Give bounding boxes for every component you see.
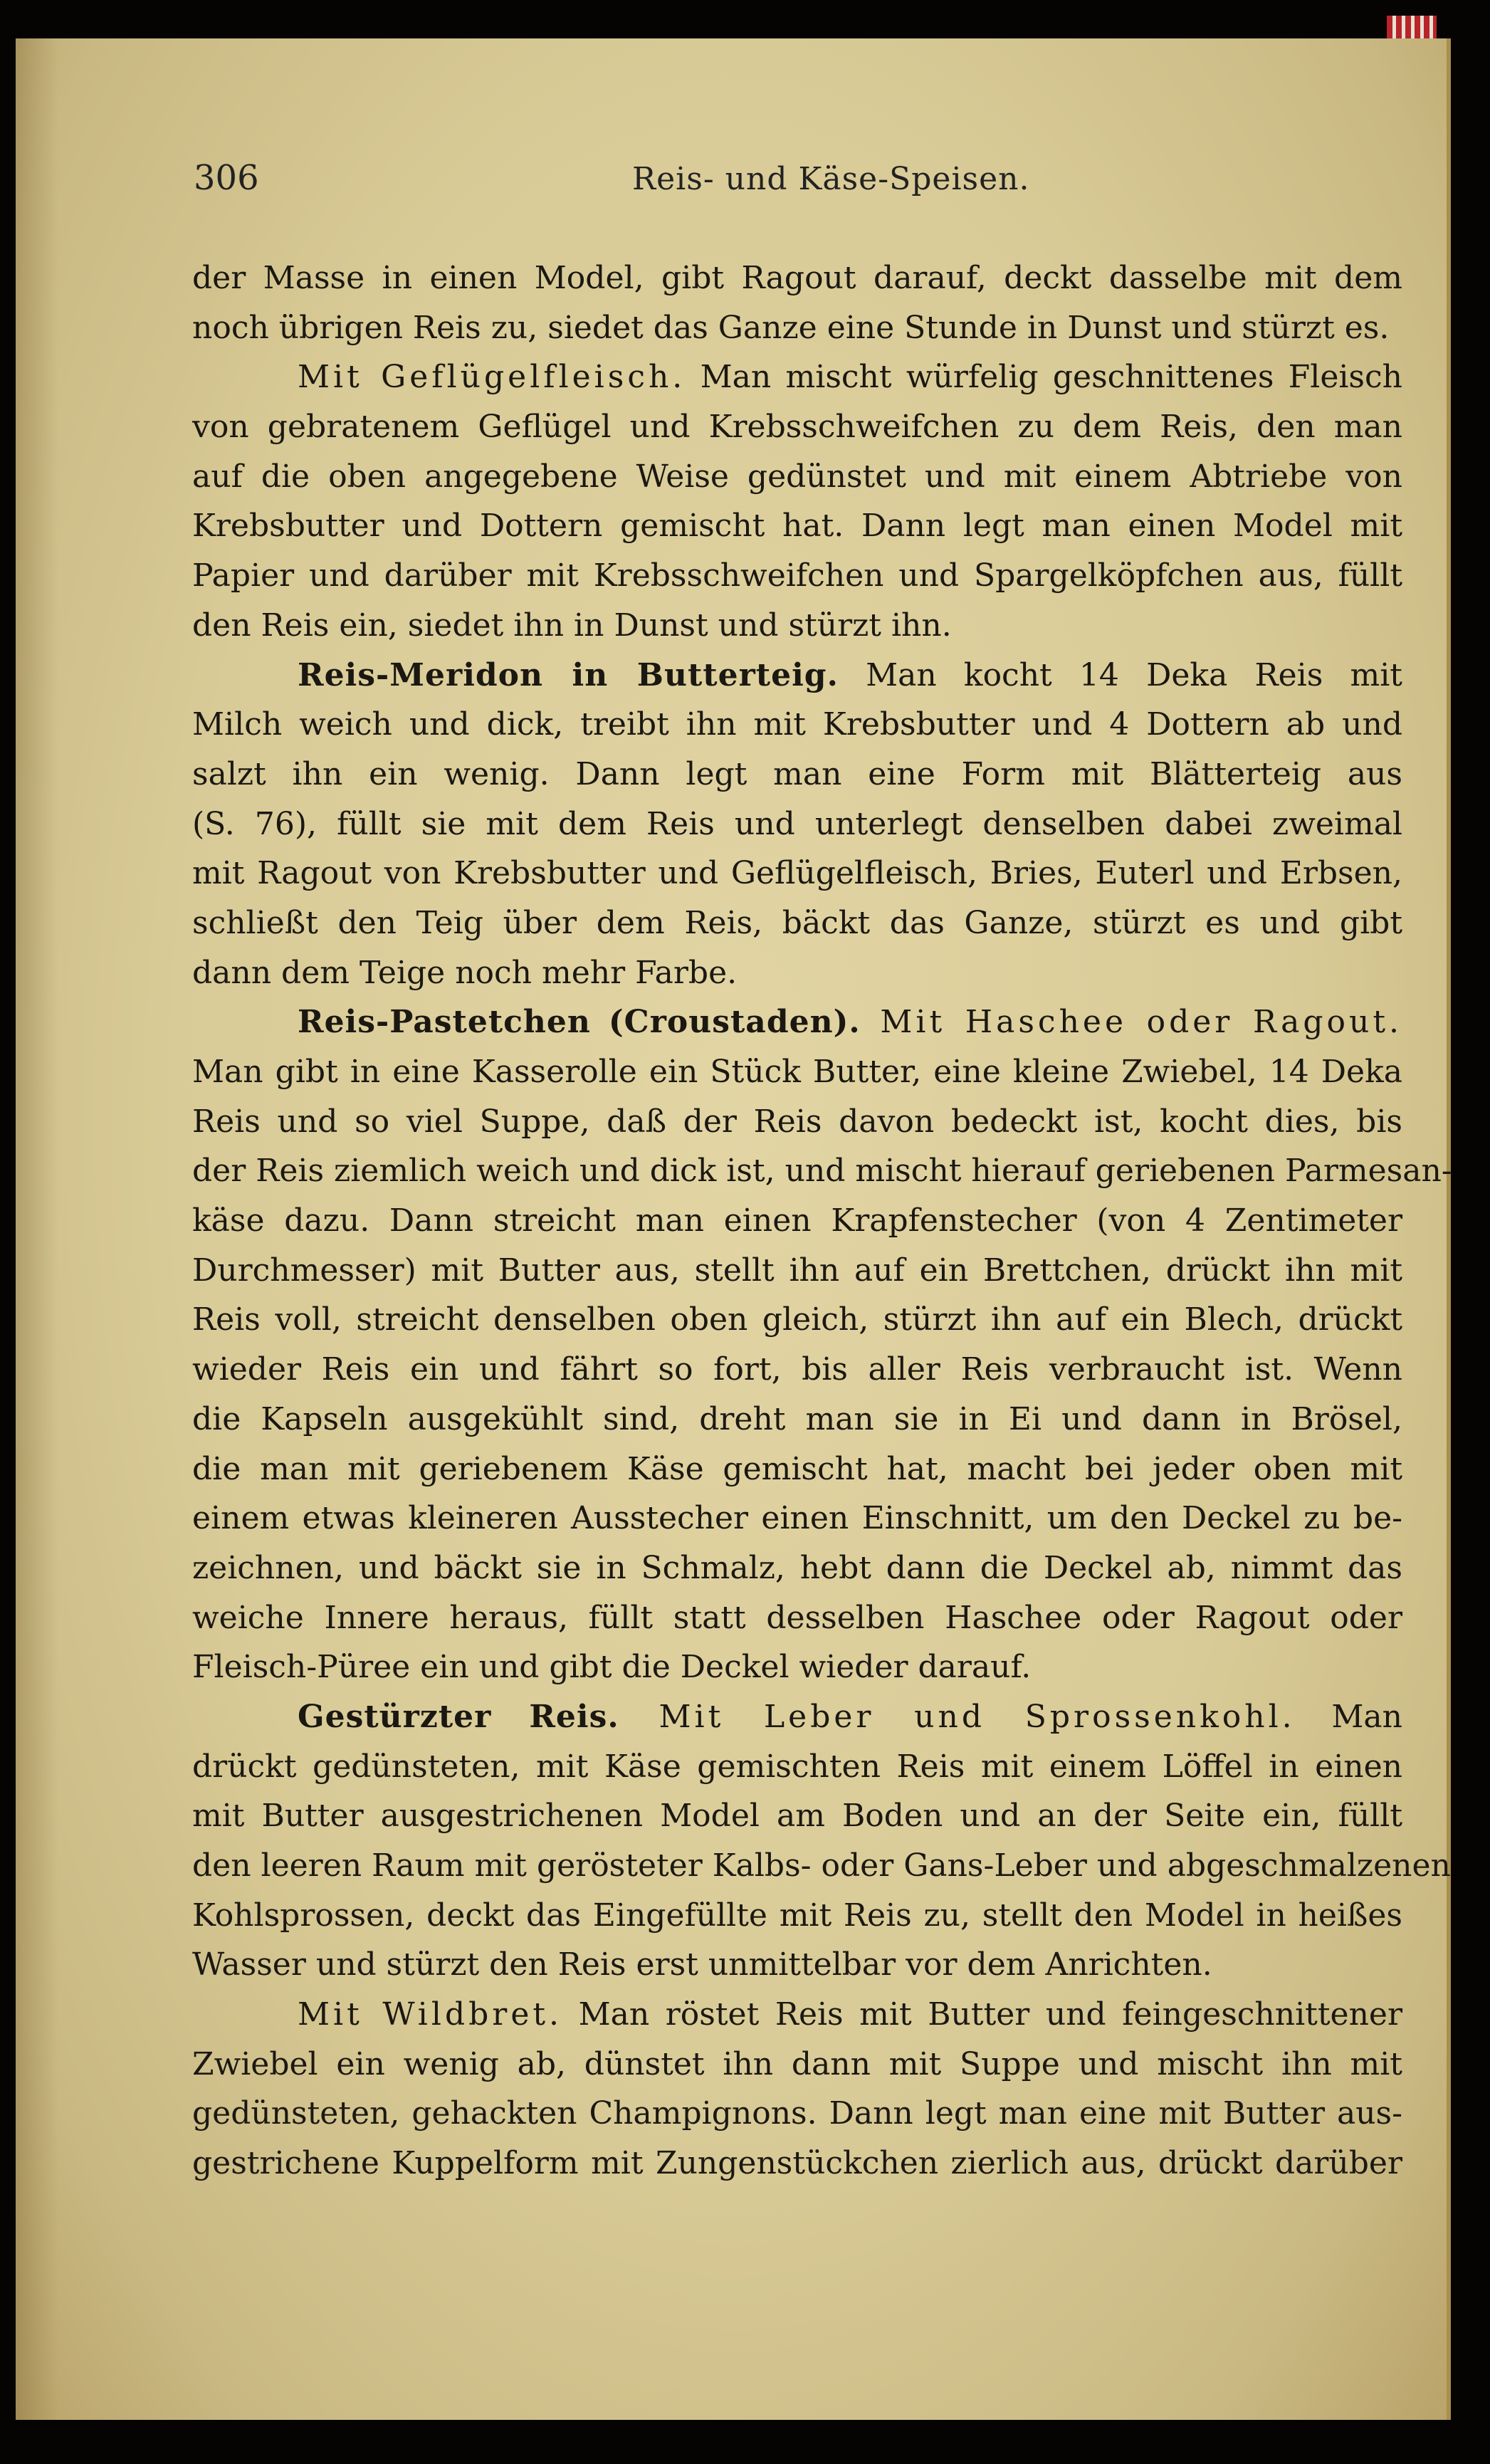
text-line: Durchmesser) mit Butter aus, stellt ihn auf ein Brettchen, drückt ihn mit bbox=[192, 1252, 1402, 1289]
text-line: käse dazu. Dann streicht man einen Krapfenstecher (von 4 Zentimeter bbox=[192, 1202, 1402, 1239]
text-line: Wasser und stürzt den Reis erst unmittelbar vor dem Anrichten. bbox=[192, 1946, 1212, 1983]
recipe-heading: Reis-Pastetchen (Croustaden). bbox=[298, 1004, 861, 1041]
text-line: auf die oben angegebene Weise gedünstet und mit einem Abtriebe von bbox=[192, 458, 1402, 495]
text-line: den Reis ein, siedet ihn in Dunst und stürzt ihn. bbox=[192, 607, 952, 644]
body-text bbox=[192, 253, 1452, 2188]
text-line: Papier und darüber mit Krebsschweifchen und Spargelköpfchen aus, füllt bbox=[192, 557, 1402, 594]
text-line: wieder Reis ein und fährt so fort, bis aller Reis verbraucht ist. Wenn bbox=[192, 1351, 1402, 1388]
text-line: die man mit geriebenem Käse gemischt hat, macht bei jeder oben mit bbox=[192, 1450, 1402, 1487]
recipe-heading: Reis-Meridon in Butterteig. bbox=[298, 656, 839, 693]
text-line: Man gibt in eine Kasserolle ein Stück Butter, eine kleine Zwiebel, 14 Deka bbox=[192, 1054, 1402, 1090]
text-line: Reis voll, streicht denselben oben gleich, stürzt ihn auf ein Blech, drückt bbox=[192, 1301, 1402, 1338]
subheading: Mit Leber und Sprossenkohl. bbox=[619, 1698, 1296, 1735]
text-line: gedünsteten, gehackten Champignons. Dann legt man eine mit Butter aus- bbox=[192, 2095, 1402, 2132]
text-line: Reis und so viel Suppe, daß der Reis davon bedeckt ist, kocht dies, bis bbox=[192, 1103, 1402, 1140]
page-header bbox=[194, 158, 1404, 208]
subheading: Mit Wildbret. bbox=[298, 1996, 563, 2033]
text-line: Krebsbutter und Dottern gemischt hat. Dann legt man einen Model mit bbox=[192, 508, 1402, 545]
text-line: mit Butter ausgestrichenen Model am Boden und an der Seite ein, füllt bbox=[192, 1798, 1402, 1835]
text-line: Mit Geflügelfleisch. Man mischt würfelig geschnittenes Fleisch bbox=[298, 359, 1402, 396]
text-line: Gestürzter Reis. Mit Leber und Sprossenkohl. Man bbox=[298, 1698, 1402, 1735]
text-line: Mit Wildbret. Man röstet Reis mit Butter und feingeschnittener bbox=[298, 1996, 1402, 2033]
text-line: Fleisch-Püree ein und gibt die Deckel wieder darauf. bbox=[192, 1649, 1032, 1686]
text-line: drückt gedünsteten, mit Käse gemischten Reis mit einem Löffel in einen bbox=[192, 1748, 1402, 1785]
recipe-heading: Gestürzter Reis. bbox=[298, 1698, 619, 1735]
text-line: Reis-Meridon in Butterteig. Man kocht 14 Deka Reis mit bbox=[298, 656, 1402, 693]
text-line: Milch weich und dick, treibt ihn mit Krebsbutter und 4 Dottern ab und bbox=[192, 706, 1402, 743]
text-line: einem etwas kleineren Ausstecher einen Einschnitt, um den Deckel zu be- bbox=[192, 1500, 1402, 1537]
text-line: schließt den Teig über dem Reis, bäckt das Ganze, stürzt es und gibt bbox=[192, 904, 1402, 941]
text-line: mit Ragout von Krebsbutter und Geflügelfleisch, Bries, Euterl und Erbsen, bbox=[192, 855, 1402, 892]
subheading: Mit Haschee oder Ragout. bbox=[860, 1004, 1402, 1041]
text-line: (S. 76), füllt sie mit dem Reis und unterlegt denselben dabei zweimal bbox=[192, 805, 1402, 842]
text-line: Zwiebel ein wenig ab, dünstet ihn dann mit Suppe und mischt ihn mit bbox=[192, 2045, 1402, 2082]
text-line: salzt ihn ein wenig. Dann legt man eine Form mit Blätterteig aus bbox=[192, 755, 1402, 792]
text-line: von gebratenem Geflügel und Krebsschweifchen zu dem Reis, den man bbox=[192, 409, 1402, 446]
text-line: die Kapseln ausgekühlt sind, dreht man sie in Ei und dann in Brösel, bbox=[192, 1400, 1402, 1437]
text-line: weiche Innere heraus, füllt statt desselben Haschee oder Ragout oder bbox=[192, 1599, 1402, 1636]
text-line: noch übrigen Reis zu, siedet das Ganze eine Stunde in Dunst und stürzt es. bbox=[192, 309, 1390, 346]
text-line: den leeren Raum mit gerösteter Kalbs- oder Gans-Leber und abgeschmalzenen bbox=[192, 1847, 1451, 1884]
text-line: dann dem Teige noch mehr Farbe. bbox=[192, 954, 738, 991]
text-line: Kohlsprossen, deckt das Eingefüllte mit Reis zu, stellt den Model in heißes bbox=[192, 1897, 1402, 1934]
text-line: der Masse in einen Model, gibt Ragout darauf, deckt dasselbe mit dem bbox=[192, 260, 1402, 296]
text-line bbox=[192, 997, 1402, 1047]
text-line: zeichnen, und bäckt sie in Schmalz, hebt dann die Deckel ab, nimmt das bbox=[192, 1549, 1402, 1586]
page-number: 306 bbox=[194, 158, 259, 198]
running-title: Reis- und Käse-Speisen. bbox=[632, 161, 1030, 197]
text-line: gestrichene Kuppelform mit Zungenstückchen zierlich aus, drückt darüber bbox=[192, 2145, 1402, 2182]
subheading: Mit Geflügelfleisch. bbox=[298, 359, 686, 396]
text-line: der Reis ziemlich weich und dick ist, und mischt hierauf geriebenen Parmesan- bbox=[192, 1153, 1452, 1190]
